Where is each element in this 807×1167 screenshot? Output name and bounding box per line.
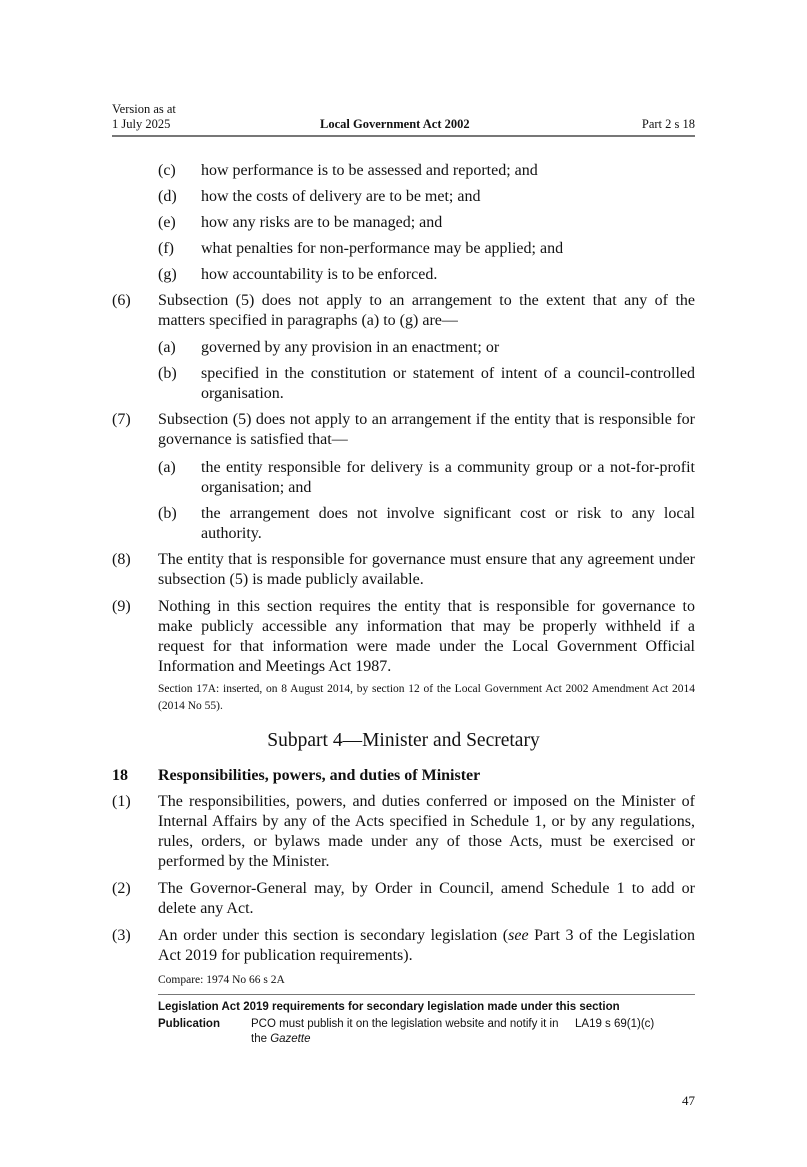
item-label: (g) — [158, 266, 177, 283]
subsection-text: The responsibilities, powers, and duties conferred or imposed on the Minister of Internal Affairs by any of the Acts specified in Schedule 1, or by any regulations, rules, orders, or bylaws made under any of those Acts, must be exercised or performed by the Minister. — [158, 793, 695, 870]
item-text: the entity responsible for delivery is a community group or a not-for-profit organisation; and — [201, 459, 695, 496]
item-text: the arrangement does not involve significant cost or risk to any local authority. — [201, 505, 695, 542]
subsection-label: (3) — [112, 927, 131, 944]
subsection-text: An order under this section is secondary legislation (see Part 3 of the Legislation Act 2019 for publication requirements). — [158, 927, 695, 964]
item-label: (9) — [112, 598, 131, 615]
item-label: (b) — [158, 505, 177, 522]
section-ref: Part 2 s 18 — [641, 117, 695, 131]
item-text: Nothing in this section requires the entity that is responsible for governance to make publicly accessible any information that may be properly withheld if a request for that information were made under the Local Government Official Information and Meetings Act 1987. — [158, 598, 695, 675]
item-label: (b) — [158, 365, 177, 382]
item-text: what penalties for non-performance may be applied; and — [201, 240, 564, 257]
page-number: 47 — [682, 1093, 695, 1108]
item-text: how accountability is to be enforced. — [201, 266, 438, 283]
compare-note: Compare: 1974 No 66 s 2A — [158, 974, 285, 986]
section-title: Responsibilities, powers, and duties of Minister — [158, 767, 481, 784]
item-label: (c) — [158, 162, 176, 179]
item-text: The entity that is responsible for governance must ensure that any agreement under subsection (5) is made publicly available. — [158, 551, 695, 588]
item-text: specified in the constitution or statement of intent of a council-controlled organisation. — [201, 365, 695, 402]
subsection-label: (2) — [112, 880, 131, 897]
item-text: how any risks are to be managed; and — [201, 214, 443, 231]
item-label: (a) — [158, 459, 176, 476]
item-text: Subsection (5) does not apply to an arrangement if the entity that is responsible for governance is satisfied that— — [158, 411, 695, 448]
item-label: (d) — [158, 188, 177, 205]
subsection-text: The Governor-General may, by Order in Council, amend Schedule 1 to add or delete any Act. — [158, 880, 695, 917]
item-label: (6) — [112, 292, 131, 309]
table-row-label: Publication — [158, 1018, 220, 1030]
item-text: governed by any provision in an enactment; or — [201, 339, 500, 356]
table-rule — [158, 994, 695, 995]
item-text: how performance is to be assessed and reported; and — [201, 162, 538, 179]
subpart-heading: Subpart 4—Minister and Secretary — [267, 730, 540, 751]
running-title: Local Government Act 2002 — [320, 117, 470, 131]
item-label: (e) — [158, 214, 176, 231]
section-number: 18 — [112, 767, 128, 784]
item-label: (f) — [158, 240, 174, 257]
history-note: Section 17A: inserted, on 8 August 2014, by section 12 of the Local Government Act 2002 Amendment Act 2014 (2014 No 55). — [158, 683, 695, 712]
item-label: (7) — [112, 411, 131, 428]
version-label: Version as at — [112, 102, 176, 116]
table-row-text: PCO must publish it on the legislation website and notify it in the Gazette — [251, 1018, 559, 1045]
item-text: Subsection (5) does not apply to an arrangement to the extent that any of the matters specified in paragraphs (a) to (g) are— — [158, 292, 695, 329]
version-date: 1 July 2025 — [112, 117, 171, 131]
subsection-label: (1) — [112, 793, 131, 810]
table-row-ref: LA19 s 69(1)(c) — [575, 1018, 655, 1030]
item-label: (a) — [158, 339, 176, 356]
table-heading: Legislation Act 2019 requirements for secondary legislation made under this section — [158, 1001, 620, 1013]
item-label: (8) — [112, 551, 131, 568]
item-text: how the costs of delivery are to be met; and — [201, 188, 481, 205]
header-rule — [112, 135, 695, 137]
